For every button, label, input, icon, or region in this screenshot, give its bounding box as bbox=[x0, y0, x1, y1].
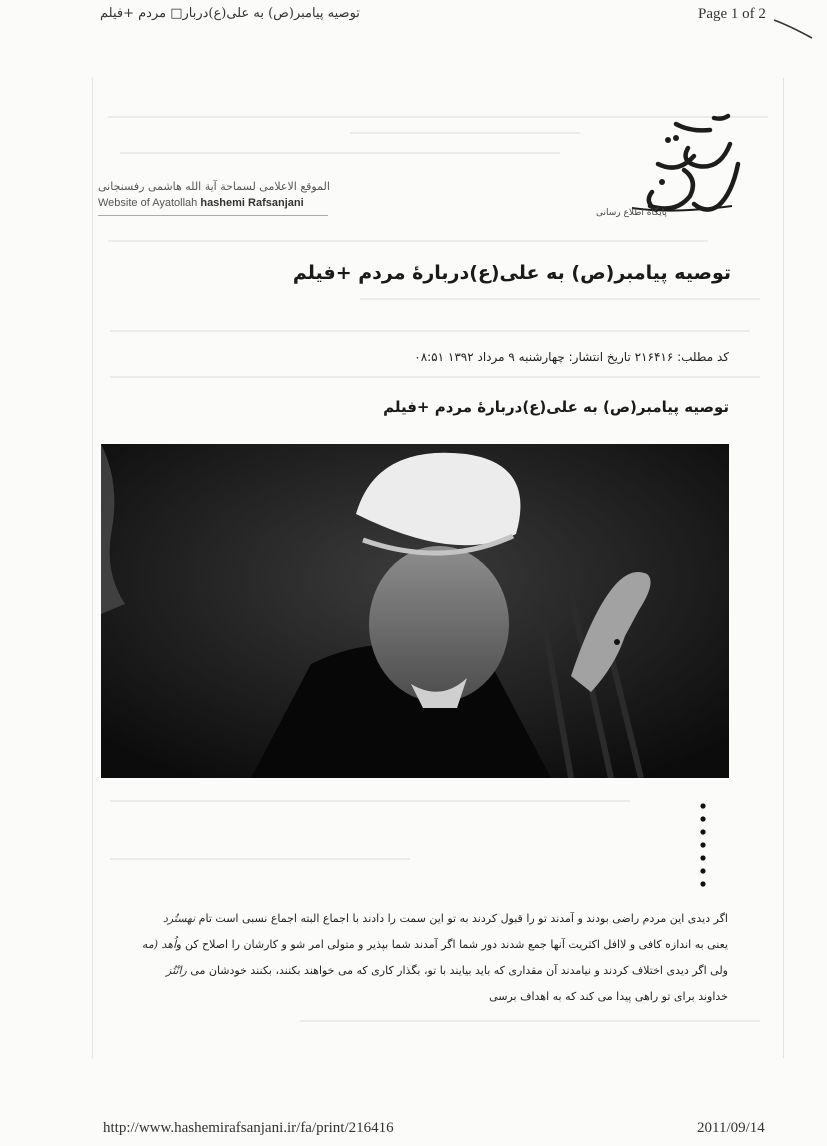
bleed-line bbox=[110, 858, 410, 860]
ellipsis-dots-icon bbox=[698, 800, 708, 890]
article-subtitle: توصیه پیامبر(ص) به علی(ع)دربارۀ مردم +فیلم bbox=[383, 398, 729, 416]
bleed-line bbox=[110, 800, 630, 802]
article-photo bbox=[101, 444, 729, 778]
article-paragraph: خداوند برای تو راهی پیدا می کند که به اهداف برسی bbox=[489, 990, 728, 1003]
bleed-line bbox=[110, 376, 760, 378]
article-title: توصیه پیامبر(ص) به علی(ع)دربارۀ مردم +فیلم bbox=[292, 262, 731, 284]
print-footer-url: http://www.hashemirafsanjani.ir/fa/print/216416 bbox=[103, 1120, 394, 1136]
print-header-page-indicator: Page 1 of 2 bbox=[698, 6, 766, 22]
bleed-line bbox=[300, 1020, 760, 1022]
article-meta: کد مطلب: ۲۱۶۴۱۶ تاریخ انتشار: چهارشنبه ۹ مرداد ۱۳۹۲ ۰۸:۵۱ bbox=[414, 350, 729, 364]
bleed-line bbox=[110, 330, 750, 332]
logo-tagline: پایگاه اطلاع رسانی bbox=[596, 208, 667, 218]
article-paragraph: یعنی به اندازه کافی و لاافل اکثریت آنها جمع شدند دور شما اگر آمدند شما بپذیر و متولی امر شو و کارشان را اصلاح کن واُهد (مه bbox=[141, 938, 728, 951]
bleed-line bbox=[360, 298, 760, 300]
article-paragraph: ولی اگر دیدی اختلاف کردند و نیامدند آن مقداری که باید بیایند با تو، بگذار کاری که می خواهند بکنند، بکنند خودشان می رانْتُز bbox=[166, 964, 728, 977]
pen-mark-icon bbox=[772, 16, 816, 42]
logo-website-prefix: Website of Ayatollah bbox=[98, 197, 198, 209]
logo-website-name: hashemi Rafsanjani bbox=[200, 197, 304, 209]
article-body bbox=[104, 906, 728, 1010]
article-paragraph: اگر دیدی این مردم راضی بودند و آمدند تو را قبول کردند به تو این سمت را دادند با اجماع البته اجماع نسبی است تام نهستُرد bbox=[162, 912, 728, 925]
print-footer-date: 2011/09/14 bbox=[697, 1120, 765, 1136]
logo-website-line bbox=[98, 197, 304, 209]
bleed-line bbox=[350, 132, 580, 134]
bleed-line bbox=[120, 152, 560, 154]
site-logo-calligraphy-icon bbox=[592, 104, 742, 224]
print-header-title: توصیه پیامبر(ص) به علی(ع)دربار□ مردم +فیلم bbox=[100, 6, 360, 21]
logo-divider bbox=[98, 215, 328, 216]
cleric-portrait-image bbox=[101, 444, 729, 778]
bleed-line bbox=[108, 240, 708, 242]
logo-arabic-line: الموقع الاعلامی لسماحة آية الله هاشمی رفسنجانی bbox=[98, 180, 330, 193]
